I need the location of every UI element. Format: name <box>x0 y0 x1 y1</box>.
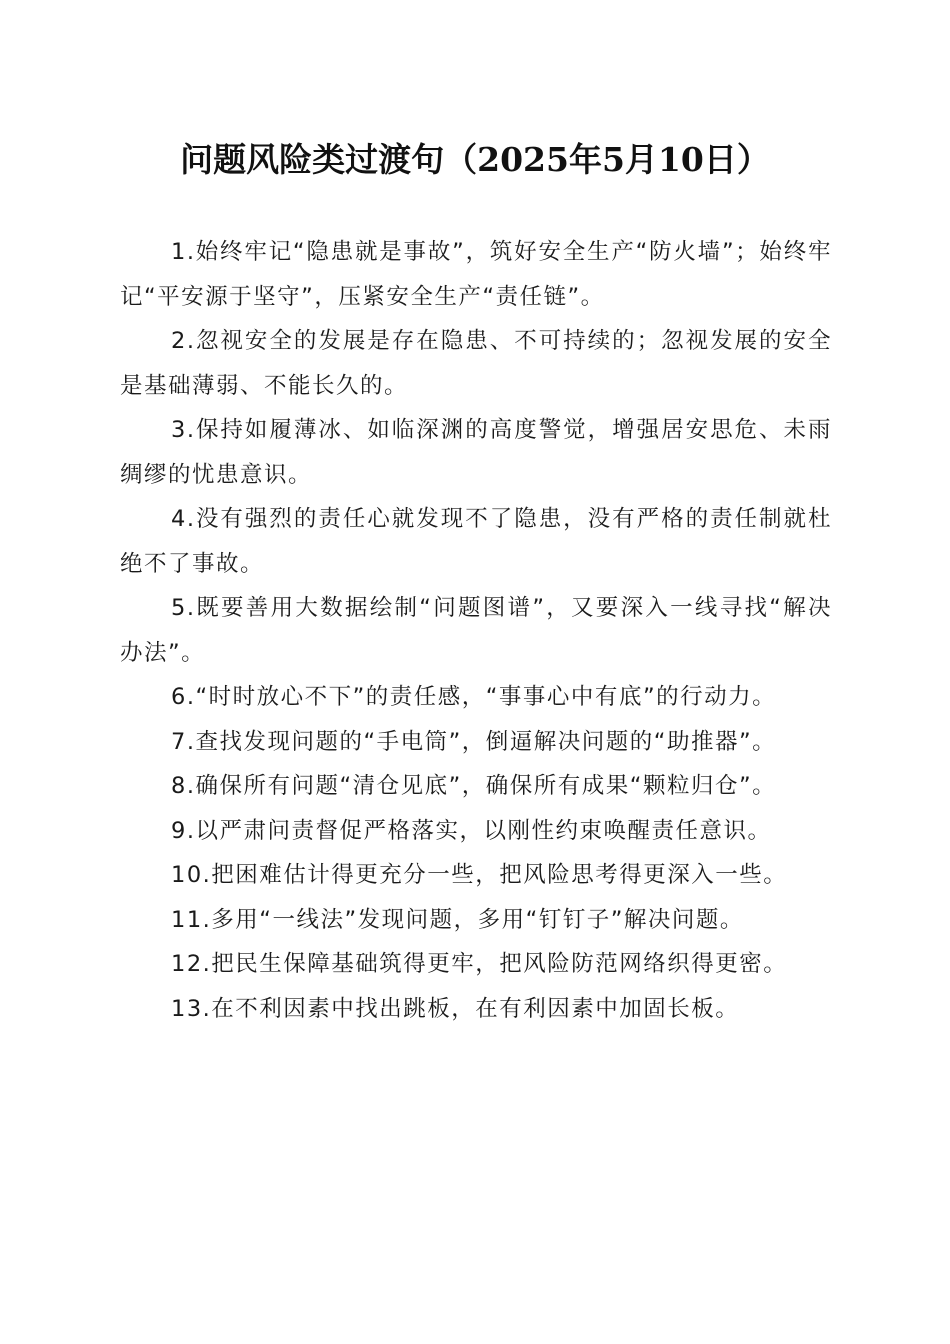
paragraph-12: 12.把民生保障基础筑得更牢，把风险防范网络织得更密。 <box>171 951 788 977</box>
document-title: 问题风险类过渡句（2025年5月10日） <box>180 140 770 179</box>
paragraph-9: 9.以严肃问责督促严格落实，以刚性约束唤醒责任意识。 <box>171 817 772 844</box>
paragraph-8: 8.确保所有问题“清仓见底”，确保所有成果“颗粒归仓”。 <box>171 773 777 799</box>
paragraph-7: 7.查找发现问题的“手电筒”，倒逼解决问题的“助推器”。 <box>171 728 777 755</box>
paragraph-13: 13.在不利因素中找出跳板，在有利因素中加固长板。 <box>171 995 740 1022</box>
paragraph-10: 10.把困难估计得更充分一些，把风险思考得更深入一些。 <box>171 862 788 888</box>
paragraph-3: 3.保持如履薄冰、如临深渊的高度警觉，增强居安思危、未雨绸缪的忧患意识。 <box>120 417 832 488</box>
paragraph-4: 4.没有强烈的责任心就发现不了隐患，没有严格的责任制就杜绝不了事故。 <box>120 506 832 577</box>
paragraph-5: 5.既要善用大数据绘制“问题图谱”，又要深入一线寻找“解决办法”。 <box>120 595 832 666</box>
paragraph-6: 6.“时时放心不下”的责任感，“事事心中有底”的行动力。 <box>171 684 777 710</box>
paragraph-1: 1.始终牢记“隐患就是事故”，筑好安全生产“防火墙”；始终牢记“平安源于坚守”，压紧安全生产“责任链”。 <box>120 239 832 310</box>
paragraph-11: 11.多用“一线法”发现问题，多用“钉钉子”解决问题。 <box>171 906 744 933</box>
document-body <box>120 230 832 1031</box>
paragraph-2: 2.忽视安全的发展是存在隐患、不可持续的；忽视发展的安全是基础薄弱、不能长久的。 <box>120 328 832 399</box>
